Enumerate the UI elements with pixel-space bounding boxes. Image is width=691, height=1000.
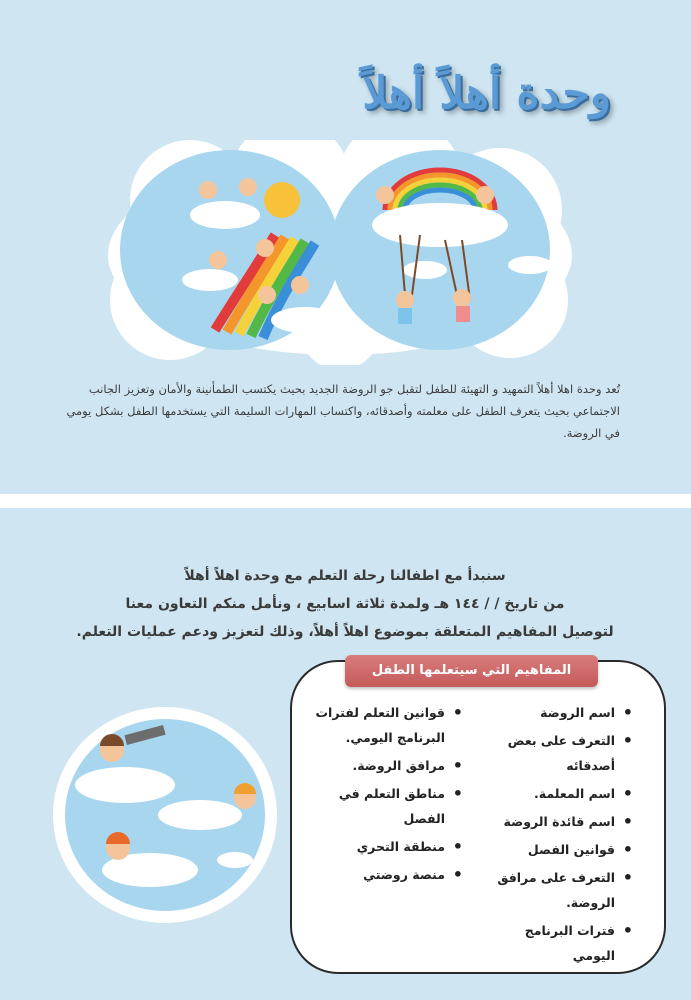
list-item: • مرافق الروضة.: [313, 753, 463, 778]
list-item: • منطقة التحري: [313, 834, 463, 859]
concepts-box-title: المفاهيم التي سيتعلمها الطفل: [345, 655, 598, 687]
list-item: • اسم قائدة الروضة: [493, 809, 633, 834]
list-item: • منصة روضتي: [313, 862, 463, 887]
concepts-list-right: [493, 700, 633, 971]
hero-illustration: [100, 140, 580, 365]
page-1: [0, 0, 691, 494]
unit-intro: [20, 562, 670, 646]
list-item: • مناطق التعلم في الفصل: [313, 781, 463, 831]
list-item: • التعرف على بعض أصدقائه: [493, 728, 633, 778]
intro-line-2: من تاريخ / / ١٤٤ هـ ولمدة ثلاثة اسابيع ، ونأمل منكم التعاون معنا: [125, 596, 565, 612]
intro-paragraph: تُعد وحدة اهلا أهلاً التمهيد و التهيئة للطفل لتقبل جو الروضة الجديد بحيث يكتسب الطمأنينة والأمان وتعزيز الجانب الاجتماعي بحيث يتعرف الطفل على معلمته وأصدقائه، واكتساب المهارات السليمة التي يستخدمها الطفل بشكل يومي في الروضة.: [66, 382, 620, 440]
intro-line-3: لتوصيل المفاهيم المتعلقة بموضوع اهلاً أهلاً، وذلك لتعزيز ودعم عمليات التعلم.: [76, 624, 614, 640]
sun-icon: [264, 182, 300, 218]
list-item: • قوانين التعلم لفترات البرنامج اليومي.: [313, 700, 463, 750]
list-item: • اسم المعلمة.: [493, 781, 633, 806]
kids-clouds-illustration: [50, 700, 280, 930]
list-item: • فترات البرنامج اليومي: [493, 918, 633, 968]
list-item: • اسم الروضة: [493, 700, 633, 725]
page-title: وحدة أهلاً أهلاً: [362, 68, 611, 119]
list-item: • قوانين الفصل: [493, 837, 633, 862]
intro-line-1: سنبدأ مع اطفالنا رحلة التعلم مع وحدة اهلاً أهلاً: [184, 568, 506, 584]
concepts-list-left: [313, 700, 463, 890]
list-item: • التعرف على مرافق الروضة.: [493, 865, 633, 915]
